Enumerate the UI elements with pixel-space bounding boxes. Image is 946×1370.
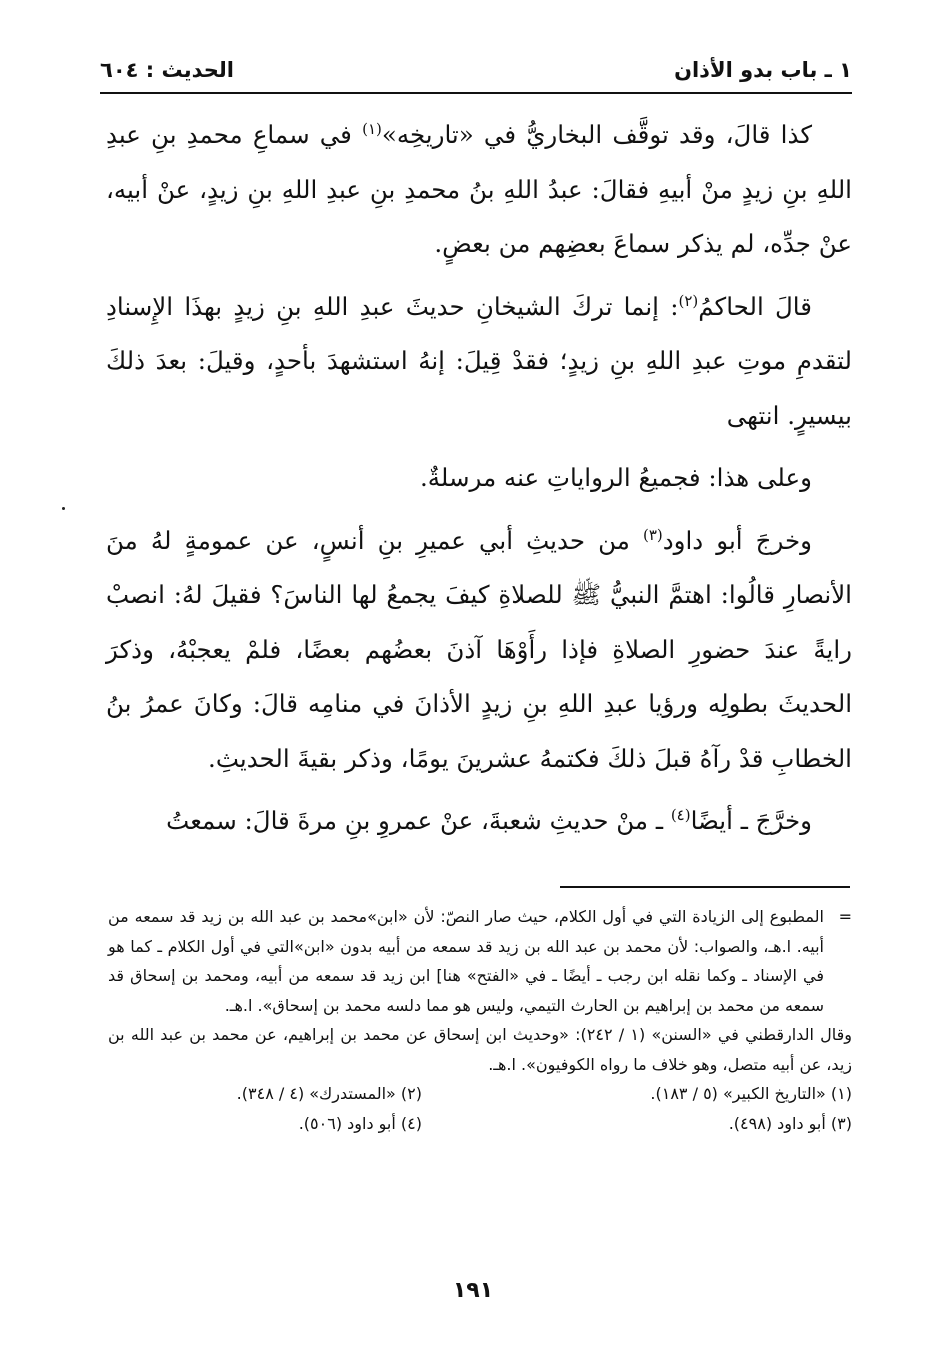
footnotes <box>108 902 852 1138</box>
hadith-number: الحديث : ٦٠٤ <box>100 58 234 82</box>
continuation-text: المطبوع إلى الزيادة التي في أول الكلام، حيث صار النصّ: لأن «ابن»محمد بن عبد الله بن زيد قد سمعه من أبيه. ا.هـ، والصواب: لأن محمد بن عبد الله بن زيد قد سمعه من أبيه بدون «ابن»التي في أول الكلام ـ كما هو في الإسناد ـ وكما نقله ابن رجب ـ أيضًا ـ في «الفتح» هنا] ابن زيد قد سمعه من أبيه، ومحمد بن إسحاق قد سمعه من محمد بن إبراهيم بن الحارث التيمي، وليس هو مما دلسه محمد بن إسحاق». ا.هـ. <box>108 907 824 1015</box>
main-text <box>106 108 852 857</box>
chapter-title: ١ ـ باب بدو الأذان <box>674 58 852 82</box>
footnote-3: (٣) أبو داود (٤٩٨). <box>728 1113 852 1133</box>
page-number: ١٩١ <box>452 1278 494 1303</box>
footnote-rule <box>560 886 850 888</box>
footnote-row-2 <box>108 1109 852 1139</box>
footnote-row-1 <box>108 1079 852 1109</box>
paragraph-1-rest: في سماعِ محمدِ بنِ عبدِ اللهِ بنِ زيدٍ منْ أبيهِ فقالَ: عبدُ اللهِ بنُ محمدِ بنِ عبدِ اللهِ بنِ زيدٍ، عنْ أبيه، عنْ جدِّه، لم يذكر سماعَ بعضِهم من بعضٍ. <box>106 120 852 258</box>
paragraph-1-start: كذا قالَ، وقد توقَّف البخاريُّ في «تاريخِه» <box>381 120 813 149</box>
paragraph-5-start: وخرَّجَ ـ أيضًا <box>690 806 812 835</box>
paragraph-4 <box>106 514 852 787</box>
footnote-ref-1: (١) <box>362 119 382 138</box>
footnote-ref-4: (٤) <box>670 805 691 824</box>
margin-speck <box>62 507 65 510</box>
footnote-1: (١) «التاريخ الكبير» (٥ / ١٨٣). <box>650 1084 852 1103</box>
paragraph-2-rest: : إنما تركَ الشيخانِ حديثَ عبدِ اللهِ بنِ زيدٍ بهذَا الإِسنادِ لتقدمِ موتِ عبدِ اللهِ بنِ زيدٍ؛ فقدْ قِيلَ: إنهُ استشهدَ بأحدٍ، وقيلَ: بعدَ ذلكَ بيسيرٍ. انتهى <box>106 291 852 430</box>
paragraph-2 <box>106 280 852 444</box>
paragraph-2-start: قالَ الحاكمُ <box>698 291 812 321</box>
footnote-daraqutni: وقال الدارقطني في «السنن» (١ / ٢٤٢): «وحديث ابن إسحاق عن محمد بن إبراهيم، عن محمد بن عبد الله بن زيد، عن أبيه متصل، وهو خلاف ما رواه الكوفيون». ا.هـ. <box>108 1025 852 1074</box>
running-header <box>100 58 852 90</box>
paragraph-5 <box>106 794 852 849</box>
paragraph-3-text: وعلى هذا: فجميعُ الرواياتِ عنه مرسلةٌ. <box>419 463 812 492</box>
footnote-ref-3: (٣) <box>642 525 663 544</box>
paragraph-4-start: وخرجَ أبو داود <box>662 525 812 555</box>
paragraph-4-rest: من حديثِ أبي عميرِ بنِ أنسٍ، عن عمومةٍ لهُ منَ الأنصارِ قالُوا: اهتمَّ النبيُّ ﷺ للصلاةِ كيفَ يجمعُ لها الناسَ؟ فقيلَ لهُ: انصبْ رايةً عندَ حضورِ الصلاةِ فإذا رأَوْهَا آذنَ بعضُهم بعضًا، فلمْ يعجبْهُ، وذكرَ الحديثَ بطولِه ورؤيا عبدِ اللهِ بنِ زيدٍ الأذانَ في منامِه قالَ: وكانَ عمرُ بنُ الخطابِ قدْ رآهُ قبلَ ذلكَ فكتمهُ عشرينَ يومًا، وذكر بقيةَ الحديثِ. <box>106 525 852 773</box>
paragraph-1 <box>106 108 852 272</box>
footnote-2: (٢) «المستدرك» (٤ / ٣٤٨). <box>236 1084 422 1103</box>
paragraph-3 <box>106 451 852 506</box>
footnote-ref-2: (٢) <box>678 291 699 310</box>
header-rule <box>100 92 852 94</box>
continuation-mark: = <box>838 907 852 926</box>
footnote-4: (٤) أبو داود (٥٠٦). <box>298 1113 422 1133</box>
footnote-continuation <box>108 902 852 1020</box>
paragraph-5-rest: ـ منْ حديثِ شعبةَ، عنْ عمروِ بنِ مرةَ قالَ: سمعتُ <box>166 806 671 835</box>
